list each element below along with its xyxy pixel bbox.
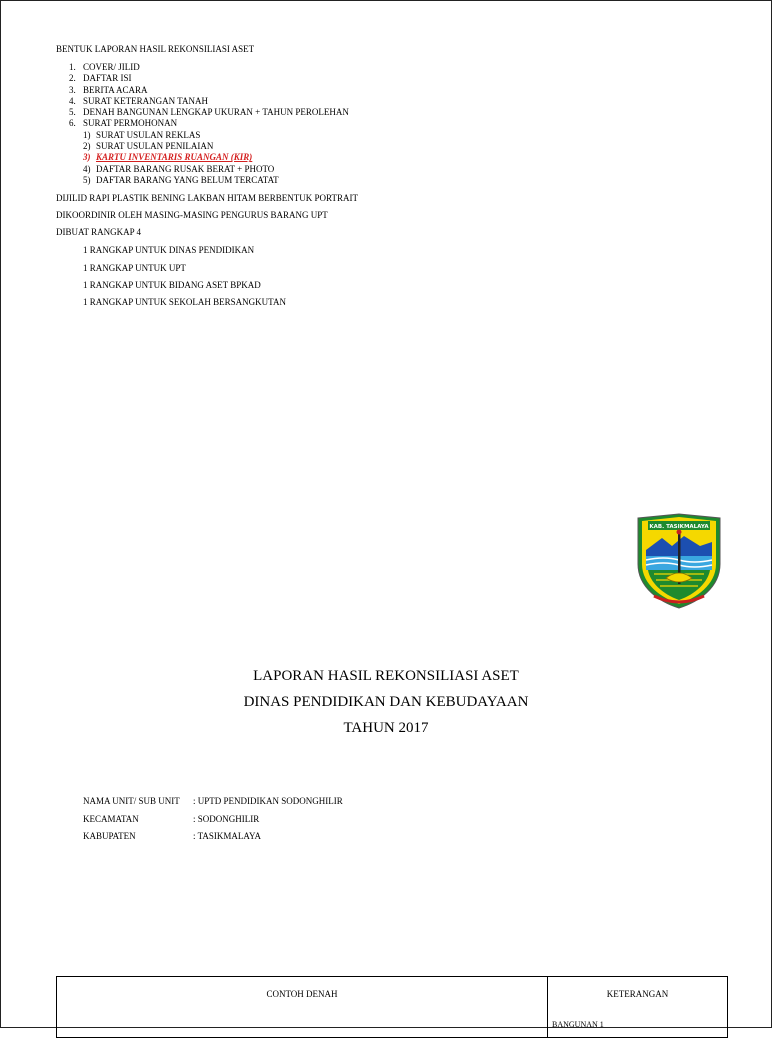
copy-item: 1 RANGKAP UNTUK DINAS PENDIDIKAN — [83, 245, 255, 255]
copy-item: 1 RANGKAP UNTUK BIDANG ASET BPKAD — [83, 280, 261, 290]
list-item: 6. SURAT PERMOHONAN 1) SURAT USULAN REKLAS 2) SURAT USULAN PENILAIAN 3) KARTU INVENTARIS RUANGAN (KIR) 4) DAFTAR BARANG RUSAK BERAT + PHOTO 5) DAFTAR BARANG YANG BELUM TERCATAT — [69, 118, 349, 186]
document-heading: BENTUK LAPORAN HASIL REKONSILIASI ASET — [56, 44, 255, 54]
svg-text:KAB. TASIKMALAYA: KAB. TASIKMALAYA — [649, 524, 709, 530]
sub-list — [69, 130, 349, 186]
sub-list-item: 5) DAFTAR BARANG YANG BELUM TERCATAT — [83, 174, 279, 185]
list-item: 3. BERITA ACARA — [69, 84, 148, 95]
list-item: 2. DAFTAR ISI — [69, 73, 132, 84]
info-row-kabupaten: KABUPATEN : TASIKMALAYA — [83, 831, 262, 841]
list-item: 5. DENAH BANGUNAN LENGKAP UKURAN + TAHUN PEROLEHAN — [69, 107, 349, 118]
info-row-kecamatan: KECAMATAN : SODONGHILIR — [83, 814, 260, 824]
binding-note: DIJILID RAPI PLASTIK BENING LAKBAN HITAM BERBENTUK PORTRAIT — [56, 193, 358, 203]
cover-title: LAPORAN HASIL REKONSILIASI ASET — [253, 668, 519, 684]
list-item: 4. SURAT KETERANGAN TANAH — [69, 95, 208, 106]
cover-subtitle: DINAS PENDIDIKAN DAN KEBUDAYAAN — [243, 694, 529, 710]
list-item: 1. COVER/ JILID — [69, 62, 140, 72]
sub-list-item-highlighted: 3) KARTU INVENTARIS RUANGAN (KIR) — [83, 152, 253, 163]
sub-list-item: 1) SURAT USULAN REKLAS — [83, 129, 201, 140]
tasikmalaya-emblem-logo — [634, 512, 724, 610]
sub-list-item: 2) SURAT USULAN PENILAIAN — [83, 141, 214, 152]
info-row-unit: NAMA UNIT/ SUB UNIT : UPTD PENDIDIKAN SODONGHILIR — [83, 796, 343, 806]
copy-item: 1 RANGKAP UNTUK UPT — [83, 263, 186, 273]
cover-year: TAHUN 2017 — [343, 720, 429, 736]
table-header-notes: KETERANGAN — [606, 989, 669, 999]
coordination-note: DIKOORDINIR OLEH MASING-MASING PENGURUS BARANG UPT — [56, 210, 328, 220]
floor-plan-table — [56, 976, 728, 1038]
sub-list-item: 4) DAFTAR BARANG RUSAK BERAT + PHOTO — [83, 163, 275, 174]
copy-item: 1 RANGKAP UNTUK SEKOLAH BERSANGKUTAN — [83, 297, 286, 307]
copies-note: DIBUAT RANGKAP 4 — [56, 227, 142, 237]
table-header-floor-plan: CONTOH DENAH — [266, 989, 338, 999]
report-items-list — [69, 62, 349, 186]
table-divider — [547, 977, 548, 1037]
table-cell: BANGUNAN 1 — [552, 1020, 604, 1029]
